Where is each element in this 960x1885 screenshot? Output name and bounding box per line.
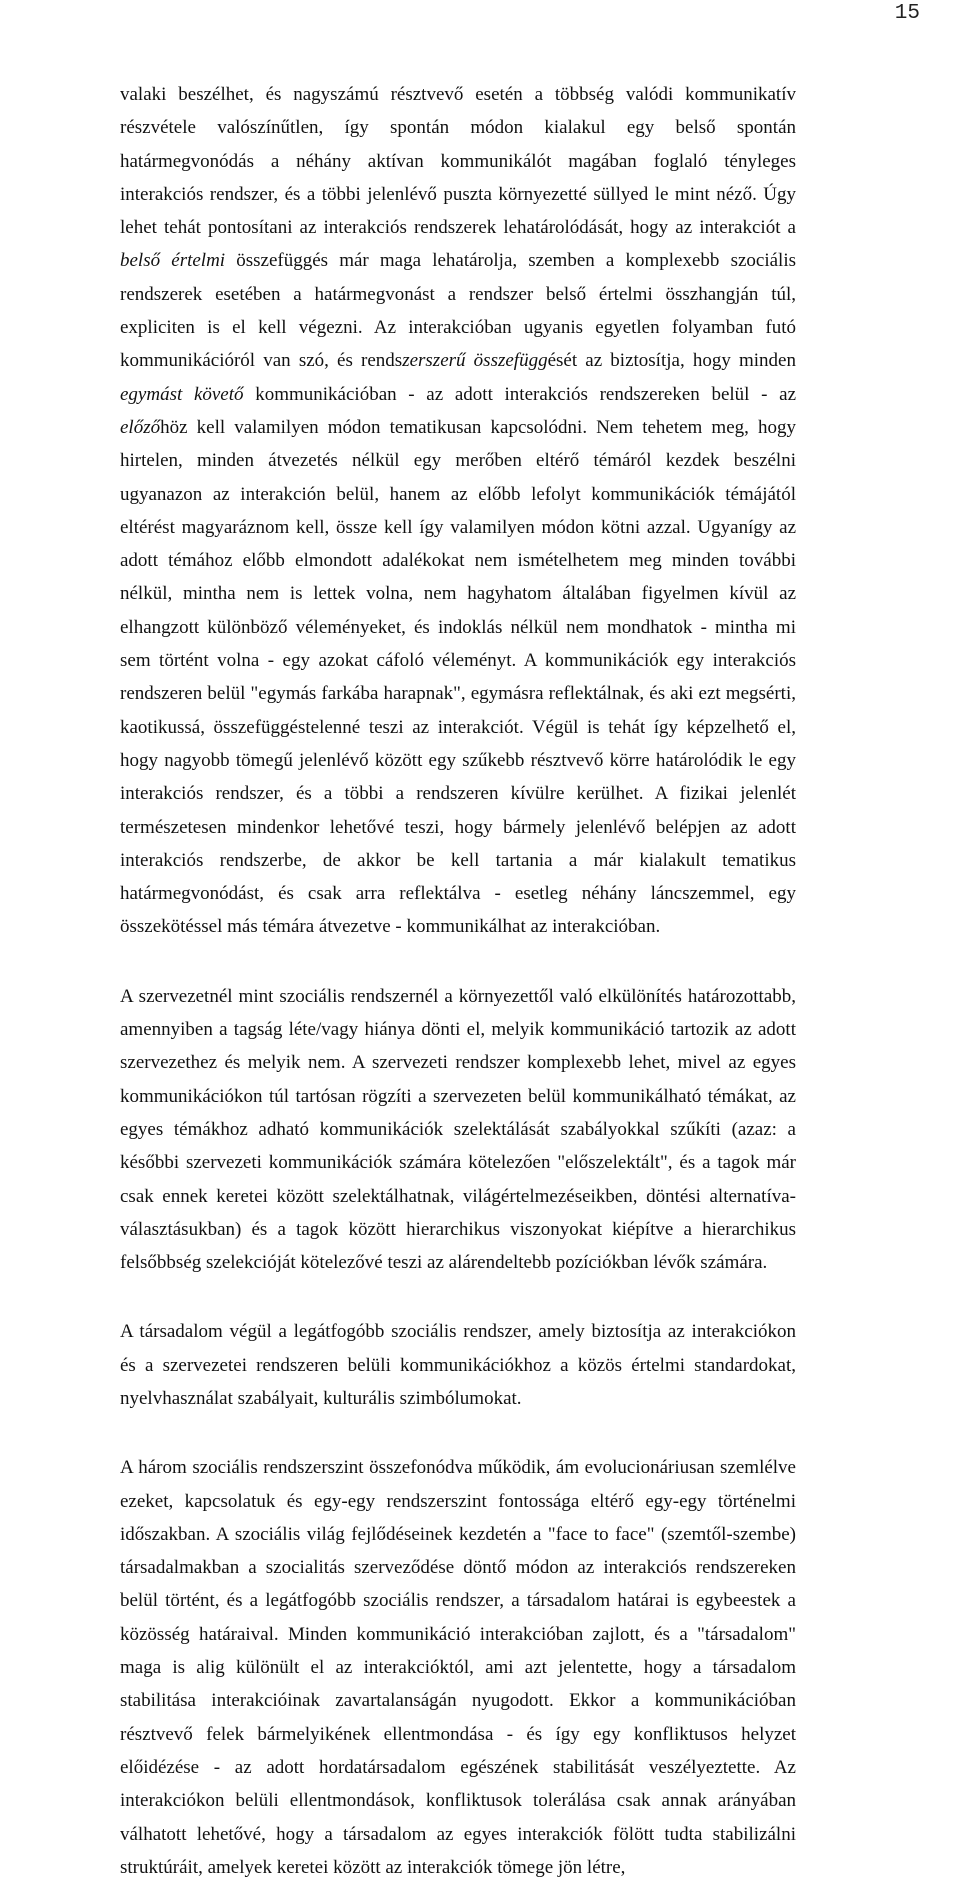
document-body	[120, 78, 796, 1884]
text-run: ését az biztosítja, hogy minden	[547, 350, 796, 372]
text-run: valaki beszélhet, és nagyszámú résztvevő esetén a többség valódi kommunikatív részvétele valószínűtlen, így spontán módon kialakul egy belső spontán határmegvonódás a néhány aktívan kommunikálót magában foglaló tényleges interakciós rendszer, és a többi jelenlévő puszta környezetté süllyed le mint néző. Úgy lehet tehát pontosítani az interakciós rendszerek lehatárolódását, hogy az interakciót a	[120, 84, 796, 239]
text-run: kommunikációban - az adott interakciós rendszereken belül - az	[243, 383, 797, 405]
italic-text-run: előző	[120, 416, 161, 438]
text-run: összefüggés már maga lehatárolja, szemben a komplexebb szociális rendszerek esetében a határmegvonást a rendszer belső értelmi összhangján túl, expliciten is el kell végezni. Az interakcióban ugyanis egyetlen folyamban futó kommunikációról van szó, és rends	[120, 250, 797, 372]
paragraph-organization	[120, 980, 796, 1280]
text-run: A szervezetnél mint szociális rendszernél a környezettől való elkülönítés határozottabb, amennyiben a tagság léte/vagy hiánya dönti el, melyik kommunikáció tartozik az adott szervezethez és melyik nem. A szervezeti rendszer komplexebb lehet, mivel az egyes kommunikációkon túl tartósan rögzíti a szervezeten belül kommunikálható témákat, az egyes témákhoz adható kommunikációk szelektálását szabályokkal szűkíti (azaz: a későbbi szervezeti kommunikációk számára kötelezően "előszelektált", és a tagok már csak ennek keretei között szelektálhatnak, világértelmezéseikben, döntési alternatíva-választásukban) és a tagok között hierarchikus viszonyokat kiépítve a hierarchikus felsőbbség szelekcióját kötelezővé teszi az alárendeltebb pozíciókban lévők számára.	[120, 985, 796, 1274]
paragraph-three-levels	[120, 1451, 796, 1884]
paragraph-society	[120, 1315, 796, 1415]
italic-text-run: zerszerű összefügg	[402, 350, 548, 372]
text-run: A társadalom végül a legátfogóbb szociális rendszer, amely biztosítja az interakciókon és a szervezetei rendszeren belüli kommunikációkhoz a közös értelmi standardokat, nyelvhasználat szabályait, kulturális szimbólumokat.	[120, 1321, 796, 1409]
text-run: A három szociális rendszerszint összefonódva működik, ám evolucionáriusan szemlélve ezeket, kapcsolatuk és egy-egy rendszerszint fontossága eltérő egy-egy történelmi időszakban. A szociális világ fejlődéseinek kezdetén a "face to face" (szemtől-szembe) társadalmakban a szocialitás szerveződése döntő módon az interakciós rendszereken belül történt, és a legátfogóbb szociális rendszer, a társadalom határai is egybeestek a közösség határaival. Minden kommunikáció interakcióban zajlott, és a "társadalom" maga is alig különült el az interakcióktól, ami azt jelentette, hogy a társadalom stabilitása interakcióinak zavartalanságán nyugodott. Ekkor a kommunikációban résztvevő felek bármelyikének ellentmondása - és így egy konfliktusos helyzet előidézése - az adott hordatársadalom egészének stabilitását veszélyeztette. Az interakciókon belüli ellentmondások, konfliktusok tolerálása csak annak arányában válhatott lehetővé, hogy a társadalom az egyes interakciók fölött tudta stabilizálni struktúráit, amelyek keretei között az interakciók tömege jön létre,	[120, 1457, 796, 1878]
page-number: 15	[894, 2, 920, 25]
italic-text-run: belső értelmi	[120, 250, 226, 272]
italic-text-run: egymást követő	[120, 383, 244, 405]
paragraph-interaction-systems	[120, 78, 796, 944]
text-run: höz kell valamilyen módon tematikusan kapcsolódni. Nem tehetem meg, hogy hirtelen, minden átvezetés nélkül egy merőben eltérő témáról kezdek beszélni ugyanazon az interakción belül, hanem az előbb lefolyt kommunikációk témájától eltérést magyaráznom kell, össze kell így valamilyen módon kötni azzal. Ugyanígy az adott témához előbb elmondott adalékokat nem ismételhetem meg minden további nélkül, mintha nem is lettek volna, nem hagyhatom általában figyelmen kívül az elhangzott különböző véleményeket, és indoklás nélkül nem mondhatok - mintha mi sem történt volna - egy azokat cáfoló véleményt. A kommunikációk egy interakciós rendszeren belül "egymás farkába harapnak", egymásra reflektálnak, és aki ezt megsérti, kaotikussá, összefüggéstelenné teszi az interakciót. Végül is tehát így képzelhető el, hogy nagyobb tömegű jelenlévő között egy szűkebb résztvevő körre határolódik le egy interakciós rendszer, és a többi a rendszeren kívülre kerülhet. A fizikai jelenlét természetesen mindenkor lehetővé teszi, hogy bármely jelenlévő belépjen az adott interakciós rendszerbe, de akkor be kell tartania a már kialakult tematikus határmegvonódást, és csak arra reflektálva - esetleg néhány láncszemmel, egy összekötéssel más témára átvezetve - kommunikálhat az interakcióban.	[120, 416, 796, 938]
